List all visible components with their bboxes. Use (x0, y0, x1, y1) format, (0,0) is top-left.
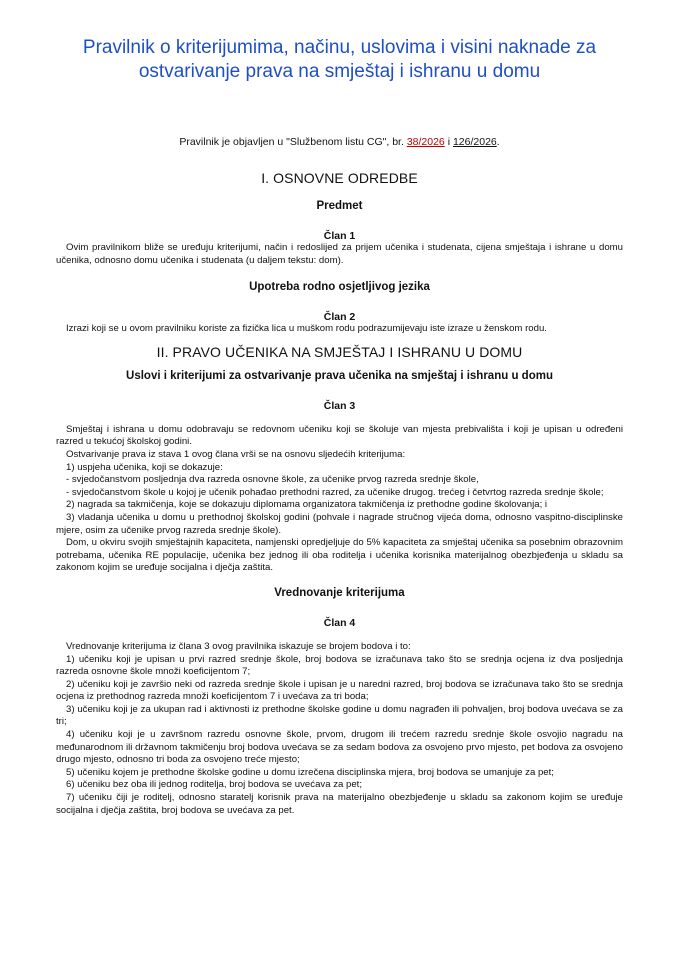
article-4-paragraph: 6) učeniku bez oba ili jednog roditelja, broj bodova se uvećava za pet; (66, 779, 362, 791)
article-heading-1: Član 1 (323, 230, 356, 242)
article-4-body (56, 641, 623, 817)
article-heading-2: Član 2 (323, 311, 356, 324)
article-4-paragraph: Vrednovanje kriterijuma iz člana 3 ovog pravilnika iskazuje se brojem bodova i to: (66, 640, 411, 652)
subheading-uslovi-i-kriterijumi: Uslovi i kriterijumi za ostvarivanje prava učenika na smještaj i ishranu u domu (126, 369, 553, 382)
article-3-body (56, 424, 623, 575)
article-2-paragraph: Izrazi koji se u ovom pravilniku koriste za fizička lica u muškom rodu podrazumijevaju iste izraze u ženskom rodu. (66, 323, 547, 335)
article-4-paragraph: 2) učeniku koji je završio neki od razreda srednje škole i upisan je u naredni razred, broj bodova se izračunava tako što se srednja ocjena iz prethodnog razreda množi koeficijentom 7 i uvećava za tri boda; (56, 678, 623, 703)
article-1-paragraph: Ovim pravilnikom bliže se uređuju kriterijumi, način i redoslijed za prijem učenika i studenata, cijena smještaja i ishrane u domu učenika, odnosno domu učenika i studenata (u daljem tekstu: dom). (56, 242, 623, 266)
article-3-paragraph: 2) nagrada sa takmičenja, koje se dokazuju diplomama organizatora takmičenja iz prethodne godine školovanja; i (66, 499, 548, 511)
section-title-pravo-ucenika: II. PRAVO UČENIKA NA SMJEŠTAJ I ISHRANU U DOMU (156, 343, 523, 360)
article-heading-3: Član 3 (323, 399, 356, 412)
article-3-paragraph: Dom, u okviru svojih smještajnih kapaciteta, namjenski opredjeljuje do 5% kapaciteta za smještaj učenika sa posebnim obrazovnim potrebama, učenika RE populacije, učenika bez jednog ili oba roditelja i učenika korisnika materijalnog obezbjeđenja u skladu sa zakonom kojim se uređuje socijalna i dječja zaštita. (56, 537, 623, 574)
section-title-osnovne-odredbe: I. OSNOVNE ODREDBE (261, 170, 418, 186)
article-3-paragraph: Smještaj i ishrana u domu odobravaju se redovnom učeniku koji se školuje van mjesta prebivališta i koji je upisan u određeni razred u tekućoj školskoj godini. (56, 423, 623, 448)
publication-between: i (444, 136, 453, 148)
article-3-paragraph: Ostvarivanje prava iz stava 1 ovog člana vrši se na osnovu sljedećih kriterijuma: (66, 448, 406, 460)
article-3-paragraph: - svjedočanstvom posljednja dva razreda osnovne škole, za učenike prvog razreda srednje škole, (66, 474, 479, 486)
gazette-link-38-2026[interactable]: 38/2026 (406, 136, 445, 148)
article-4-paragraph: 1) učeniku koji je upisan u prvi razred srednje škole, broj bodova se izračunava tako što se srednja ocjena iz dva posljednja razreda osnovne škole množi koeficijentom 7; (56, 653, 623, 678)
article-3-paragraph: - svjedočanstvom škole u kojoj je učenik pohađao prethodni razred, za učenike drugog. trećeg i četvrtog razreda srednje škole; (66, 486, 604, 498)
article-4-paragraph: 3) učeniku koji je za ukupan rad i aktivnosti iz prethodne školske godine u domu nagrađen ili pohvaljen, broj bodova uvećava se za tri; (56, 703, 623, 728)
article-3-paragraph: 3) vladanja učenika u domu u prethodnoj školskoj godini (pohvale i nagrade stručnog vijeća doma, odnosno vaspitno-disciplinske mjere, osim za učenike prvog razreda srednje škole). (56, 511, 623, 536)
article-3-paragraph: 1) uspjeha učenika, koji se dokazuje: (66, 461, 223, 473)
article-heading-4: Član 4 (323, 616, 356, 629)
subheading-vrednovanje-kriterijuma: Vrednovanje kriterijuma (274, 586, 405, 599)
publication-prefix: Pravilnik je objavljen u "Službenom listu CG", br. (179, 136, 407, 148)
article-4-paragraph: 7) učeniku čiji je roditelj, odnosno staratelj korisnik prava na materijalno obezbjeđenje u skladu sa zakonom kojim se uređuje socijalna i dječja zaštita, broj bodova se uvećava za pet. (56, 792, 623, 816)
subheading-predmet: Predmet (316, 200, 363, 212)
publication-note (56, 136, 623, 148)
article-4-paragraph: 4) učeniku koji je u završnom razredu osnovne škole, prvom, drugom ili trećem razredu srednje škole osvojio nagradu na međunarodnom ili državnom takmičenju broj bodova uvećava se za sedam bodova za osvojeno prvo mjesto, pet bodova za osvojeno drugo mjesto, odnosno tri boda za osvojeno treće mjesto; (56, 729, 623, 766)
gazette-link-126-2026[interactable]: 126/2026 (452, 136, 497, 148)
article-4-paragraph: 5) učeniku kojem je prethodne školske godine u domu izrečena disciplinska mjera, broj bodova se umanjuje za pet; (66, 766, 554, 778)
subheading-rodno-osjetljiv-jezik: Upotreba rodno osjetljivog jezika (249, 281, 430, 294)
publication-suffix: . (496, 136, 500, 148)
document-title: Pravilnik o kriterijumima, načinu, uslovima i visini naknade za ostvarivanje prava na smještaj i ishranu u domu (82, 37, 597, 82)
